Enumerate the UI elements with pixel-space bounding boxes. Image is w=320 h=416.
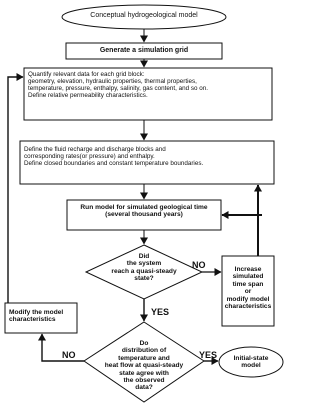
decision1-line-3: reach a quasi-steady: [111, 267, 177, 275]
decision1-line-2: the system: [126, 260, 162, 268]
label-no-2: NO: [62, 350, 76, 360]
start-label: Conceptual hydrogeological model: [90, 12, 198, 19]
increase-line-3: time span: [232, 280, 264, 288]
decision2-line-1: Do: [139, 340, 149, 347]
quantify-line-4: Define relative permeability characteristics.: [28, 92, 148, 100]
decision2-line-6: the observed: [123, 376, 165, 384]
decision2-line-3: temperature and: [118, 354, 170, 362]
define-line-2: corresponding rates(or pressure) and enthalpy.: [24, 153, 155, 161]
increase-line-2: simulated: [232, 273, 264, 281]
label-no-1: NO: [192, 260, 206, 270]
run-line-1: Run model for simulated geological time: [80, 204, 208, 211]
define-line-1: Define the fluid recharge and discharge blocks and: [24, 146, 166, 153]
run-text: [67, 204, 221, 219]
decision1-text: [96, 253, 192, 283]
increase-line-1: Increase: [234, 266, 262, 273]
quantify-text: [28, 71, 272, 99]
arrow-increase-loop: [258, 215, 262, 256]
label-yes-2: YES: [199, 350, 218, 360]
end-text: [219, 355, 283, 370]
end-line-2: model: [241, 362, 261, 370]
run-line-2: (several thousand years): [105, 211, 183, 219]
decision2-line-5: state agree with: [119, 369, 169, 377]
decision2-line-7: data?: [135, 384, 153, 392]
decision1-line-4: state?: [134, 275, 154, 283]
increase-line-5: modify model: [226, 295, 270, 303]
increase-text: [222, 266, 274, 310]
quantify-line-3: temperature, pressure, enthalpy, salinity, gas content, and so on.: [28, 85, 209, 93]
label-yes-1: YES: [151, 307, 170, 317]
modify-text: [9, 309, 77, 324]
modify-line-1: Modify the model: [9, 309, 64, 316]
decision1-line-1: Did: [138, 253, 150, 260]
define-line-3: Define closed boundaries and constant temperature boundaries.: [24, 160, 204, 168]
increase-line-4: or: [244, 288, 252, 296]
quantify-line-2: geometry, elevation, hydraulic properties, thermal properties,: [28, 78, 197, 86]
modify-line-2: characteristics: [9, 316, 56, 324]
increase-line-6: characteristics: [224, 302, 272, 310]
decision2-line-2: distribution of: [121, 347, 167, 355]
arrow-modify-loop: [8, 77, 23, 303]
decision2-line-4: heat flow at quasi-steady: [104, 362, 184, 370]
end-line-1: Initial-state: [233, 355, 269, 362]
decision2-text: [94, 340, 194, 392]
quantify-line-1: Quantify relevant data for each grid block:: [28, 71, 145, 78]
grid-label: Generate a simulation grid: [99, 47, 189, 54]
define-text: [24, 146, 272, 167]
